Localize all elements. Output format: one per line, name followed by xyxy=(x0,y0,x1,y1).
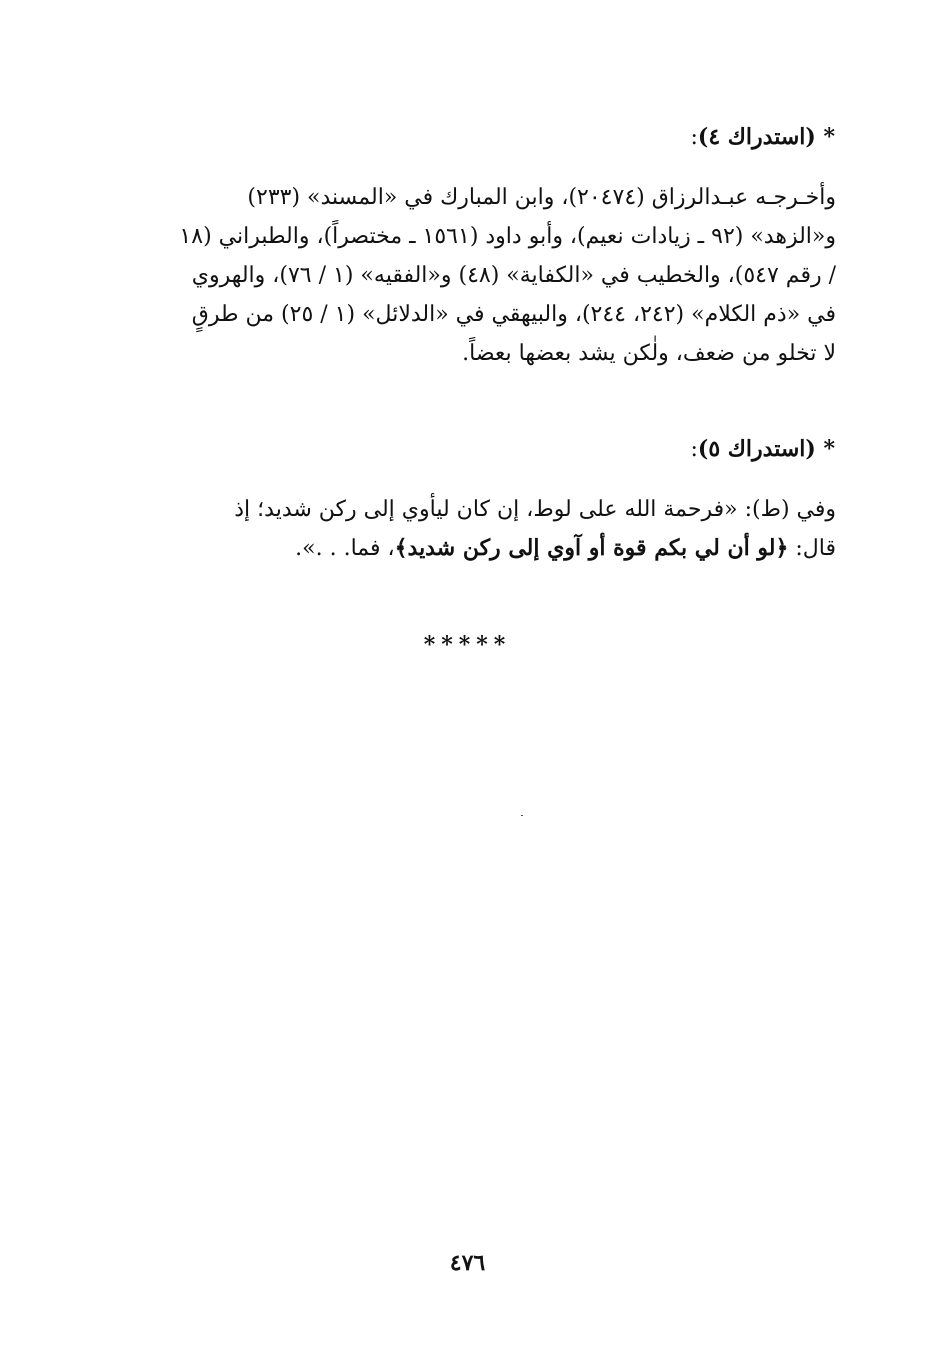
page-number: ٤٧٦ xyxy=(449,1250,486,1276)
line-start: قال: xyxy=(788,536,836,561)
paragraph-line: / رقم ٥٤٧)، والخطيب في «الكفاية» (٤٨) و«الفقيه» (١ / ٧٦)، والهروي xyxy=(191,263,836,288)
stray-mark xyxy=(521,815,523,816)
quran-quote: ﴿لو أن لي بكم قوة أو آوي إلى ركن شديد﴾ xyxy=(394,535,789,561)
paragraph-line: في «ذم الكلام» (٢٤٢، ٢٤٤)، والبيهقي في «الدلائل» (١ / ٢٥) من طرقٍ xyxy=(191,302,836,327)
section-separator: ***** xyxy=(423,632,512,658)
heading-asterisk: * xyxy=(823,124,835,150)
paragraph-line: و«الزهد» (٩٢ ـ زيادات نعيم)، وأبو داود (١٥٦١ ـ مختصراً)، والطبراني (١٨ xyxy=(179,224,836,249)
heading-asterisk: * xyxy=(823,436,835,462)
paragraph-line: لا تخلو من ضعف، ولٰكن يشد بعضها بعضاً. xyxy=(462,341,836,366)
heading-colon: : xyxy=(690,437,698,462)
paragraph-istidrak-5 xyxy=(110,490,836,568)
heading-colon: : xyxy=(690,125,698,150)
paragraph-line-quran xyxy=(110,529,836,568)
line-end: ، فما. . .». xyxy=(295,536,395,561)
paragraph-line: وفي (ط): «فرحمة الله على لوط، إن كان ليأوي إلى ركن شديد؛ إذ xyxy=(234,497,836,522)
paragraph-istidrak-4 xyxy=(110,178,836,373)
section-heading-istidrak-5 xyxy=(690,434,835,465)
section-heading-istidrak-4 xyxy=(690,122,835,153)
heading-title: (استدراك ٥) xyxy=(697,436,816,462)
heading-title: (استدراك ٤) xyxy=(697,124,816,150)
paragraph-line: وأخـرجـه عبـدالرزاق (٢٠٤٧٤)، وابن المبارك في «المسند» (٢٣٣) xyxy=(247,185,836,210)
